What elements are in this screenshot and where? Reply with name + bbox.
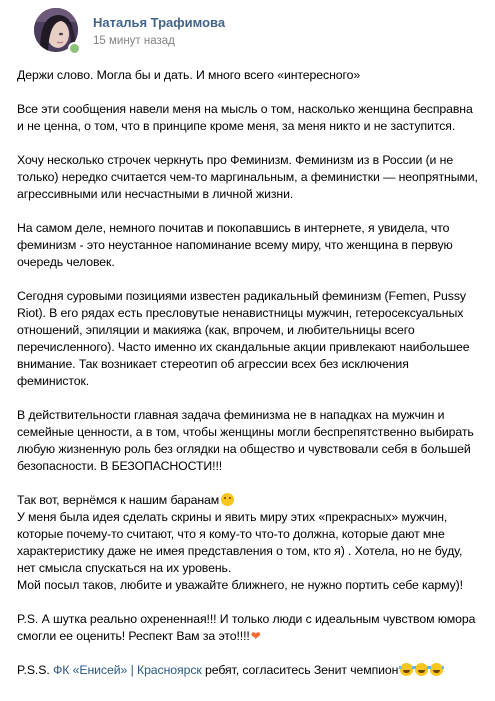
post-time[interactable]: 15 минут назад bbox=[93, 35, 175, 47]
post-paragraph: На самом деле, немного почитав и покопавшись в интернете, я увидела, что феминизм - это неустанное напоминание всему миру, что женщина в первую очередь человек. bbox=[17, 221, 453, 269]
online-indicator bbox=[68, 42, 81, 55]
post-paragraph bbox=[17, 492, 479, 594]
pss-text: ребят, согласитесь Зенит чемпион bbox=[204, 663, 399, 677]
post-paragraph bbox=[17, 611, 479, 645]
author-name[interactable]: Наталья Трафимова bbox=[93, 15, 226, 30]
smirk-emoji-icon bbox=[221, 493, 234, 506]
club-link-enisey[interactable]: ФК «Енисей» bbox=[53, 663, 128, 677]
post-paragraph: В действительности главная задача феминизма не в нападках на мужчин и семейные ценности, а в том, чтобы женщины могли беспрепятственно выбирать любую жизненную роль без оглядки на общество и чувствовали себя в большей безопасности. В БЕЗОПАСНОСТИ!!! bbox=[17, 408, 474, 473]
joy-emoji-icon bbox=[415, 663, 428, 676]
joy-emoji-icon bbox=[400, 663, 413, 676]
post-paragraph: Хочу несколько строчек черкнуть про Феминизм. Феминизм из в России (и не только) нередко считается чем-то маргинальным, а феминистки — неопрятными, агрессивными или несчастными в личной жизни. bbox=[17, 153, 478, 201]
post-paragraph: Сегодня суровыми позициями известен радикальный феминизм (Femen, Pussy Riot). В его рядах есть пресловутые ненавистницы мужчин, гетеросексуальных отношений, эпиляции и макияжа (как, впрочем, и любительницы всего перечисленного). Часто именно их скандальные акции привлекают наибольшее внимание. Так возникает стереотип об агрессии всех без исключения феминисток. bbox=[17, 289, 470, 388]
post-paragraph: Все эти сообщения навели меня на мысль о том, насколько женщина бесправна и не ценна, о том, что в принципе кроме меня, за меня никто и не заступится. bbox=[17, 102, 473, 133]
joy-emoji-icon bbox=[430, 663, 443, 676]
post-text bbox=[17, 67, 479, 679]
pss-prefix: P.S.S. bbox=[17, 663, 50, 677]
post-line: P.S. А шутка реально охрененная!!! И только люди с идеальным чувством юмора смогли ее оценить! Респект Вам за это!!!! bbox=[17, 612, 476, 643]
club-link-krasnoyarsk[interactable]: Красноярск bbox=[137, 663, 202, 677]
post-header bbox=[17, 0, 477, 62]
post-paragraph: Держи слово. Могла бы и дать. И много всего «интересного» bbox=[17, 68, 361, 82]
link-separator: | bbox=[130, 663, 134, 677]
post-line: Так вот, вернёмся к нашим баранам bbox=[17, 493, 220, 507]
post-paragraph bbox=[17, 662, 479, 679]
heart-emoji-icon: ❤ bbox=[250, 629, 261, 643]
post-line: У меня была идея сделать скрины и явить миру этих «прекрасных» мужчин, которые почему-то считают, что я кому-то что-то должна, которые дают мне характеристику даже не имея представления о том, кто я) . Хотела, но не буду, нет смысла спускаться на их уровень. bbox=[17, 510, 463, 575]
post-line: Мой посыл таков, любите и уважайте ближнего, не нужно портить себе карму)! bbox=[17, 578, 463, 592]
